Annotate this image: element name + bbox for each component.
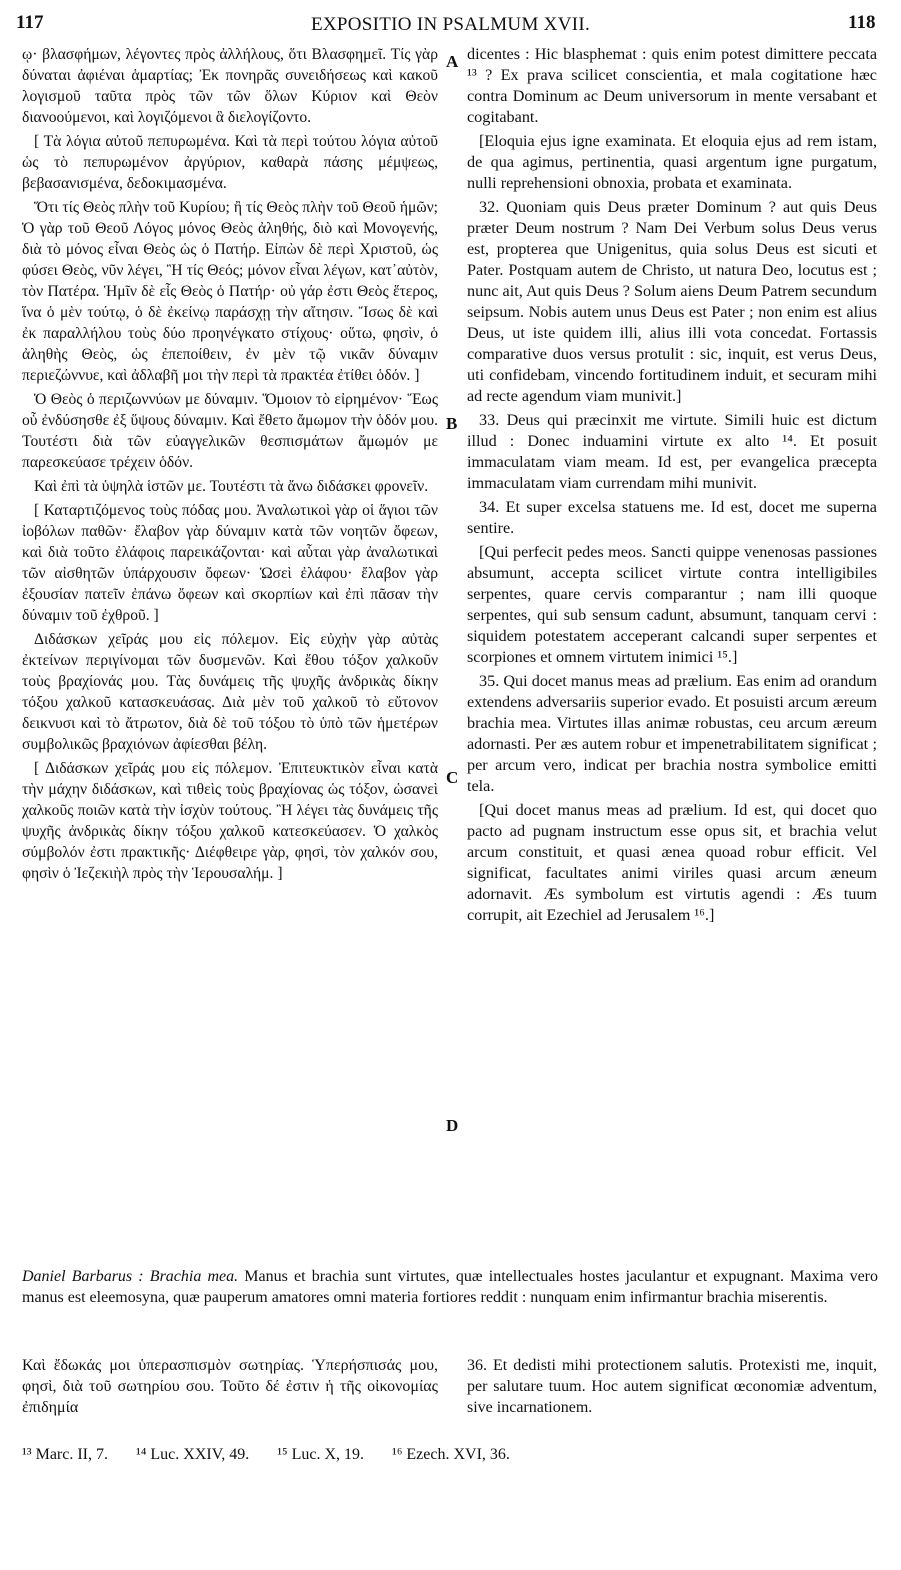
page-number-right: 118: [848, 12, 876, 33]
greek-paragraph: [ Τὰ λόγια αὐτοῦ πεπυρωμένα. Καὶ τὰ περὶ τούτου λόγια αὐτοῦ ὡς τὸ πεπυρωμένον ἀργύριον, καθαρὰ πάσης μέμψεως, βεβασανισμένα, δεδοκιμασμένα.: [22, 133, 438, 192]
latin-paragraph: 34. Et super excelsa statuens me. Id est, docet me superna sentire.: [467, 498, 877, 537]
greek-paragraph: [ Καταρτιζόμενος τοὺς πόδας μου. Ἀναλωτικοὶ γὰρ οἱ ἅγιοι τῶν ἰοβόλων παθῶν· ἔλαβον γὰρ δύναμιν κατὰ τῶν νοητῶν ὄφεων, καὶ διὰ τοῦτο ἐλάφοις παρεικάζονται· καὶ αὗται γὰρ ἀναλωτικαὶ τῶν αἰσθητῶν ὑπάρχουσιν ὄφεων· Ὡσεὶ ἐλάφου· ἔλαβον γὰρ ἐξουσίαν πατεῖν ἐπάνω ὄφεων καὶ σκορπίων καὶ ἐπὶ πᾶσαν τὴν δύναμιν τοῦ ἐχθροῦ. ]: [22, 502, 438, 624]
page-header: [0, 0, 901, 40]
latin-paragraph: 33. Deus qui præcinxit me virtute. Simili huic est dictum illud : Donec induamini virtute ex alto ¹⁴. Et posuit immaculatam viam meam. Id est, per evangelica præcepta immaculatam viam currendam mihi munivit.: [467, 411, 877, 492]
barbarus-note: [22, 1266, 878, 1308]
running-title: EXPOSITIO IN PSALMUM XVII.: [310, 14, 591, 35]
margin-marker-b: B: [446, 414, 458, 433]
bottom-greek: Καὶ ἔδωκάς μοι ὑπερασπισμὸν σωτηρίας. Ὑπερήσπισάς μου, φησὶ, διὰ τοῦ σωτηρίου σου. Τοῦτο δέ ἐστιν ἡ τῆς οἰκονομίας ἐπιδημία: [22, 1357, 438, 1416]
latin-paragraph: [Qui docet manus meas ad prælium. Id est, qui docet quo pacto ad pugnam instructum esse opus sit, et brachia velut arcum constituit, et quasi ænea quoad robur efficit. Vel significat, facultates animi viriles quasi arcum æneum adornavit. Æs symbolum est virtutis agendi : Æs tuum corrupit, ait Ezechiel ad Jerusalem ¹⁶.]: [467, 801, 877, 924]
greek-column: [22, 44, 438, 1244]
greek-paragraph: Διδάσκων χεῖράς μου εἰς πόλεμον. Εἰς εὐχὴν γὰρ αὐτὰς ἐκτείνων περιγίνομαι τῶν δυσμενῶν. Καὶ ἔθου τόξον χαλκοῦν τοὺς βραχίονάς μου. Τὰς δυνάμεις τῆς ψυχῆς ἀνδρικὰς δίκην τόξου χαλκοῦ κατασκευάσας. Διὰ μὲν τοῦ χαλκοῦ τὸ εὔτονον δεικνυσι καὶ τὸ ἄτρωτον, διὰ δὲ τοῦ τόξου τὸ ὑπὸ τῶν ἡμετέρων συμβολικῶς βραχιόνων ἀφίεσθαι βέλη.: [22, 631, 438, 753]
note-lead: Daniel Barbarus : Brachia mea.: [22, 1268, 239, 1285]
latin-paragraph: 35. Qui docet manus meas ad prælium. Eas enim ad orandum extendens adversariis superior evado. Et posuisti arcum æreum brachia mea. Virtutes illas animæ robustas, ceu arcum æreum adornasti. Per æs autem robur et impenetrabilitatem significat ; per arcum vero, indicat per brachia nostra symbolice emitti tela.: [467, 672, 877, 795]
greek-paragraph: Ὅτι τίς Θεὸς πλὴν τοῦ Κυρίου; ἢ τίς Θεὸς πλὴν τοῦ Θεοῦ ἡμῶν; Ὁ γὰρ τοῦ Θεοῦ Λόγος μόνος Θεὸς ἀληθής, διὸ καὶ Μονογενής, διὰ τὸ μόνος εἶναι Θεὸς ὡς ὁ Πατήρ. Εἰπὼν δὲ περὶ Χριστοῦ, ὡς φύσει Θεὸς, νῦν λέγει, Ἢ τίς Θεός; μόνον εἶναι λέγων, κατ᾽αὐτὸν, τὸν Πατέρα. Ἡμῖν δὲ εἷς Θεὸς ὁ Πατήρ· οὐ γάρ ἐστι Θεὸς ἕτερος, ἵνα ὁ μὲν τούτῳ, ὁ δὲ ἐκείνῳ παράσχῃ τὴν αἴτησιν. Ἴσως δὲ καὶ ἐκ παραλλήλου τοὺς δύο προηνέγκατο στίχους· οὕτω, φησὶν, ὁ ἀληθὴς Θεὸς, ὡς ἐπεποίθειν, ἐν μὲν τῷ νικᾶν δύναμιν περιεζώννυε, καὶ ἀδλαβῆ μοι τὴν περὶ τὰ πρακτέα ἐτίθει ὁδόν. ]: [22, 199, 438, 384]
footnote: ¹³ Marc. II, 7.: [22, 1446, 109, 1463]
greek-paragraph: [ Διδάσκων χεῖράς μου εἰς πόλεμον. Ἐπιτευκτικὸν εἶναι κατὰ τὴν μάχην διδάσκων, καὶ τιθεὶς τοὺς βραχίονας ὡς τόξον, ὡσανεὶ χαλκοῦς ποιῶν κατὰ τὴν ἰσχὺν τούτους. Ἢ λέγει τὰς δυνάμεις τῆς ψυχῆς ἀνδρικὰς δίκην τόξου χαλκοῦ κατεσκεύασεν. Ὁ χαλκὸς σύμβολόν ἐστι πρακτικῆς· Διέφθειρε γὰρ, φησὶ, τὸν χαλκόν σου, φησὶν ὁ Ἰεζεκιὴλ πρὸς τὴν Ἱερουσαλήμ. ]: [22, 760, 438, 882]
latin-paragraph: [Qui perfecit pedes meos. Sancti quippe venenosas passiones absumunt, accepta scilicet virtute contra intelligibiles serpentes, quare cervis comparantur ; nam illi quoque serpentes, qui sub sensum cadunt, absumunt, tanquam cervi : siquidem potestatem acceperant calcandi super serpentes et scorpiones et omnem virtutem inimici ¹⁵.]: [467, 543, 877, 666]
footnote: ¹⁵ Luc. X, 19.: [277, 1446, 365, 1463]
margin-marker-a: A: [446, 52, 459, 71]
footnotes: [22, 1446, 878, 1464]
bottom-latin: 36. Et dedisti mihi protectionem salutis. Protexisti me, inquit, per salutare tuum. Hoc autem significat œconomiæ adventum, sive incarnationem.: [467, 1357, 877, 1416]
margin-marker-d: D: [446, 1116, 459, 1135]
greek-paragraph: Ὁ Θεὸς ὁ περιζωννύων με δύναμιν. Ὅμοιον τὸ εἰρημένον· Ἕως οὗ ἐνδύσησθε ἐξ ὕψους δύναμιν. Καὶ ἔθετο ἄμωμον τὴν ὁδόν μου. Τουτέστι διὰ τῶν εὐαγγελικῶν θεσπισμάτων ἄμωμόν με παρεσκεύασε τρέχειν ὁδόν.: [22, 391, 438, 471]
greek-paragraph: ῳ· βλασφήμων, λέγοντες πρὸς ἀλλήλους, ὅτι Βλασφημεῖ. Τίς γὰρ δύναται ἀφιέναι ἁμαρτίας; Ἐκ πονηρᾶς συνειδήσεως καὶ κακοῦ λογισμοῦ ταῦτα πρὸς τῶν τῶν ὅλων Κύριον καὶ Θεὸν διανοούμενοι, καὶ λογιζόμενοι ἃ διελογίζοντο.: [22, 46, 438, 126]
margin-marker-c: C: [446, 768, 459, 787]
latin-paragraph: dicentes : Hic blasphemat : quis enim potest dimittere peccata ¹³ ? Ex prava scilicet conscientia, et mala cogitatione hæc contra Dominum ac Deum universorum in mente versabant et cogitabant.: [467, 45, 877, 126]
note-text: Manus et brachia sunt virtutes, quæ intellectuales hostes jaculantur et expugnant. Maxima vero manus est eleemosyna, quæ pauperum amatores omni materia fortiores reddit : nunquam enim infirmantur brachia miserentis.: [22, 1268, 878, 1306]
footnote: ¹⁴ Luc. XXIV, 49.: [136, 1446, 250, 1463]
latin-paragraph: [Eloquia ejus igne examinata. Et eloquia ejus ad rem istam, de qua agimus, pertinentia, quasi argentum igne purgatum, nulli reprehensioni obnoxia, probata et examinata.: [467, 132, 877, 192]
page-number-left: 117: [16, 12, 44, 33]
latin-column: [467, 44, 877, 1244]
greek-paragraph: Καὶ ἐπὶ τὰ ὑψηλὰ ἱστῶν με. Τουτέστι τὰ ἄνω διδάσκει φρονεῖν.: [34, 478, 429, 495]
footnote: ¹⁶ Ezech. XVI, 36.: [392, 1446, 510, 1463]
latin-paragraph: 32. Quoniam quis Deus præter Dominum ? aut quis Deus præter Deum nostrum ? Nam Dei Verbum solus Deus verus est, propterea que Unigenitus, quia solus Deus est sicuti et Pater. Postquam autem de Christo, ut natura Deo, locutus est ; nunc ait, Aut quis Deus ? Solum aiens Deum Patrem secundum seipsum. Nobis autem unus Deus est Pater ; non enim est alius Deus, ut iste quidem illi, alius illi vota concedat. Fortassis comparative duos versus protulit : sic, inquit, est verus Deus, uti confidebam, vincendo fortitudinem induit, et securam mihi ad recte agendum viam munivit.]: [467, 198, 877, 405]
